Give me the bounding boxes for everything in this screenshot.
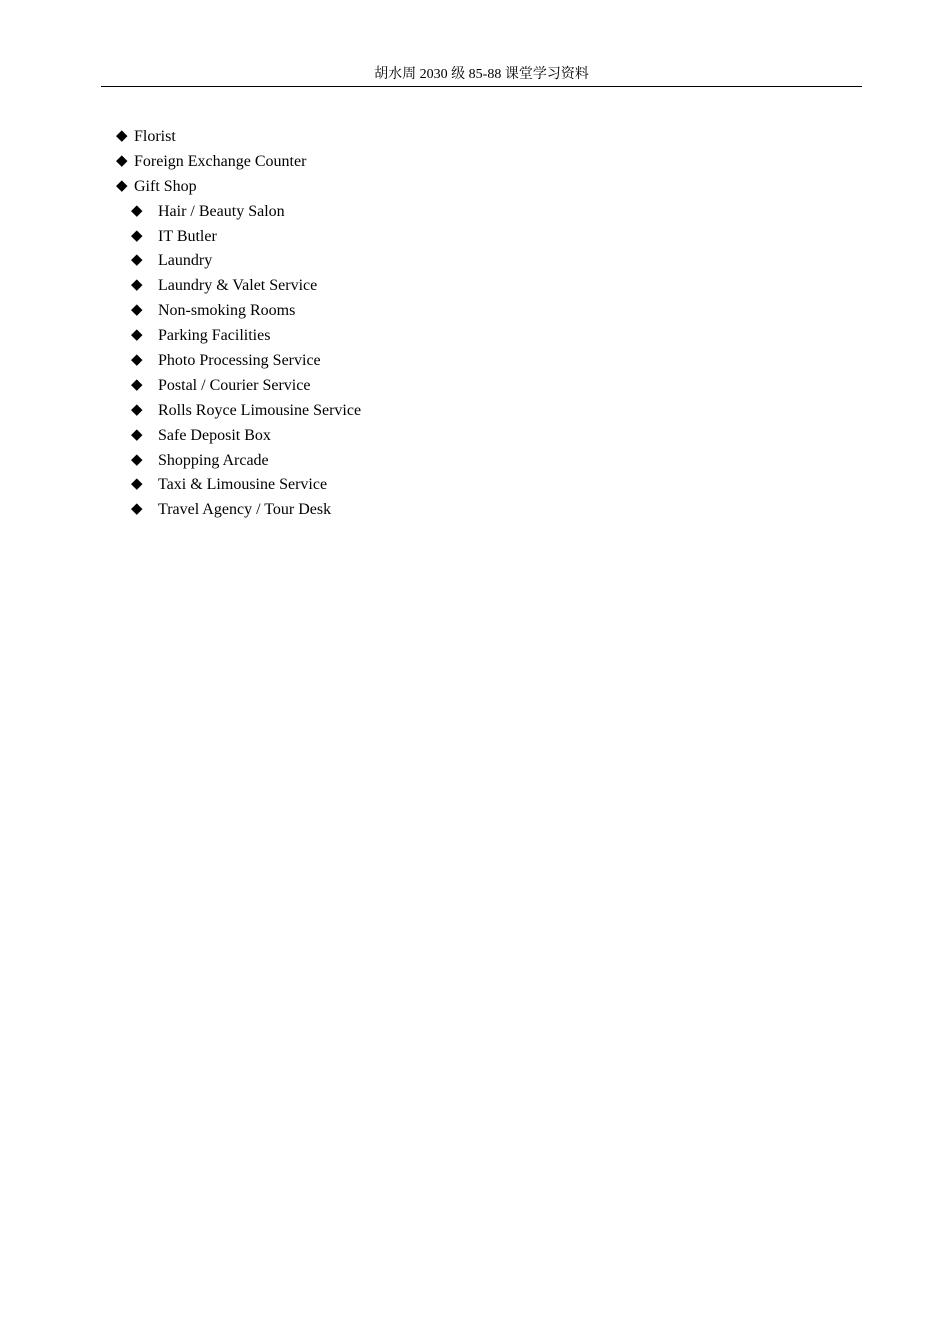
list-item-text: Foreign Exchange Counter bbox=[134, 152, 307, 170]
diamond-bullet-icon: ◆ bbox=[131, 252, 143, 269]
diamond-bullet-icon: ◆ bbox=[116, 128, 128, 144]
list-item-text: Rolls Royce Limousine Service bbox=[158, 401, 362, 419]
page-header bbox=[101, 66, 862, 87]
diamond-bullet-icon: ◆ bbox=[131, 352, 143, 369]
diamond-bullet-icon: ◆ bbox=[131, 277, 143, 294]
diamond-bullet-icon: ◆ bbox=[131, 327, 143, 344]
diamond-bullet-icon: ◆ bbox=[131, 476, 143, 493]
list-item-text: Florist bbox=[134, 128, 176, 145]
diamond-bullet-icon: ◆ bbox=[131, 501, 143, 518]
diamond-bullet-icon: ◆ bbox=[131, 202, 143, 219]
diamond-bullet-icon: ◆ bbox=[131, 302, 143, 319]
list-item-text: Travel Agency / Tour Desk bbox=[158, 501, 332, 519]
list-item-text: Hair / Beauty Salon bbox=[158, 202, 285, 220]
diamond-bullet-icon: ◆ bbox=[131, 401, 143, 418]
diamond-bullet-icon: ◆ bbox=[131, 376, 143, 393]
list-item-text: Parking Facilities bbox=[158, 327, 271, 345]
diamond-bullet-icon: ◆ bbox=[131, 426, 143, 443]
diamond-bullet-icon: ◆ bbox=[116, 152, 128, 169]
list-item-text: Photo Processing Service bbox=[158, 352, 321, 370]
diamond-bullet-icon: ◆ bbox=[131, 227, 143, 244]
diamond-bullet-icon: ◆ bbox=[131, 451, 143, 468]
list-item-text: Gift Shop bbox=[134, 177, 197, 195]
list-item-text: Postal / Courier Service bbox=[158, 376, 311, 394]
page-header-title: 胡水周 2030 级 85-88 课堂学习资料 bbox=[374, 67, 589, 82]
list-item-text: Laundry & Valet Service bbox=[158, 277, 318, 295]
diamond-bullet-icon: ◆ bbox=[116, 177, 128, 194]
list-item-text: Shopping Arcade bbox=[158, 451, 269, 469]
list-item-text: Taxi & Limousine Service bbox=[158, 476, 328, 494]
list-item-text: Non-smoking Rooms bbox=[158, 302, 296, 320]
list-item-text: Safe Deposit Box bbox=[158, 426, 271, 444]
list-item-text: IT Butler bbox=[158, 227, 217, 245]
list-item-text: Laundry bbox=[158, 252, 213, 270]
